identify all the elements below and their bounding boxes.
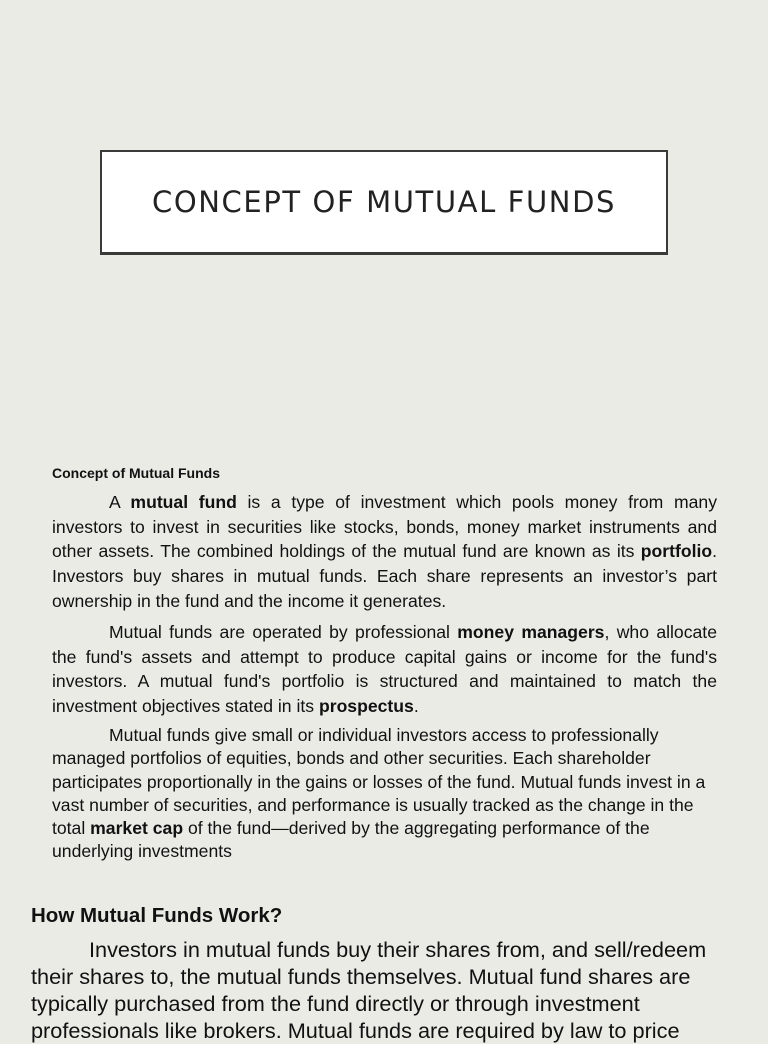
term-prospectus: prospectus [318,696,414,717]
slide-title-box [100,150,668,255]
term-money-managers: money managers [457,622,605,642]
term-mutual-fund: mutual fund [130,492,237,512]
text-run: Investors in mutual funds buy their shares from, and sell/redeem their shares to, the mutual funds themselves. Mutual fund shares are typically purchased from the fund directly or through investment professionals like brokers. Mutual funds are required by law to price [31,937,707,1043]
text-run: A [109,492,131,512]
section-heading: Concept of Mutual Funds [52,465,220,481]
how-it-works-heading: How Mutual Funds Work? [31,904,283,927]
text-run: Mutual funds are operated by professional [109,622,458,642]
paragraph-money-managers [52,620,717,719]
term-market-cap: market cap [90,818,184,839]
slide-title: CONCEPT OF MUTUAL FUNDS [151,185,617,219]
paragraph-mutual-fund-definition [52,490,717,614]
text-run: Mutual funds give small or individual investors access to professionally managed portfolios of equities, bonds and other securities. Each shareholder participates proportionally in the gains or losses of the fund. Mutual funds invest in a vast number of securities, and performance is usually tracked as the change in the total [52,725,706,839]
text-run: . [413,696,419,717]
text-run: . Investors buy shares in mutual funds. Each share represents an investor’s part ownership in the fund and the income it generates. [52,541,717,611]
paragraph-investor-access [52,724,717,864]
term-portfolio: portfolio [640,541,713,562]
text-run: is a type of investment which pools money from many investors to invest in securities like stocks, bonds, money market instruments and other assets. The combined holdings of the mutual fund are known as its [52,492,717,562]
paragraph-how-it-works [31,936,731,1044]
text-run: , who allocate the fund's assets and attempt to produce capital gains or income for the fund's investors. A mutual fund's portfolio is structured and maintained to match the investment objectives stated in its [52,622,717,717]
text-run: of the fund—derived by the aggregating performance of the underlying investments [52,818,650,862]
